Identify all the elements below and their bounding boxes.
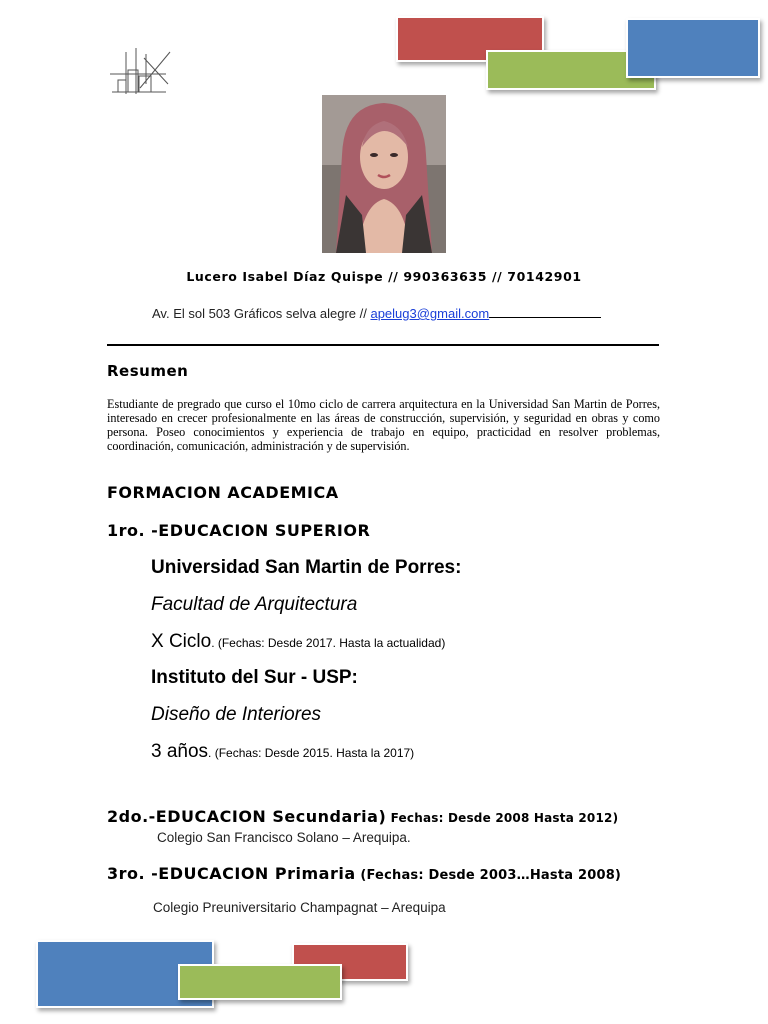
university-dates: . (Fechas: Desde 2017. Hasta la actualidad) (211, 636, 446, 650)
decorative-green-block-bottom (178, 964, 342, 1000)
resumen-heading: Resumen (107, 362, 189, 380)
institute-name: Instituto del Sur - USP: (151, 667, 358, 688)
contact-name-line: Lucero Isabel Díaz Quispe // 990363635 // 70142901 (186, 269, 582, 284)
underline-fill (489, 305, 601, 318)
horizontal-divider (107, 344, 659, 346)
secundaria-heading: 2do.-EDUCACION Secundaria) (107, 807, 387, 826)
institute-program: Diseño de Interiores (151, 704, 322, 725)
decorative-blue-block-top (626, 18, 760, 78)
address-line (152, 305, 601, 321)
university-name: Universidad San Martin de Porres: (151, 557, 462, 578)
superior-heading: 1ro. -EDUCACION SUPERIOR (107, 521, 371, 540)
primaria-heading-line (107, 864, 621, 883)
architecture-logo-icon (106, 44, 172, 96)
address-text: Av. El sol 503 Gráficos selva alegre // (152, 306, 371, 321)
primaria-heading: 3ro. -EDUCACION Primaria (107, 864, 356, 883)
secundaria-dates: Fechas: Desde 2008 Hasta 2012) (386, 811, 619, 825)
institute-dates: . (Fechas: Desde 2015. Hasta la 2017) (208, 746, 415, 760)
primaria-dates: (Fechas: Desde 2003…Hasta 2008) (355, 868, 622, 883)
primaria-school: Colegio Preuniversitario Champagnat – Arequipa (153, 900, 446, 915)
university-level: X Ciclo (151, 631, 212, 652)
secundaria-heading-line (107, 807, 618, 826)
profile-photo (322, 95, 446, 253)
email-link[interactable]: apelug3@gmail.com (370, 306, 490, 321)
university-faculty: Facultad de Arquitectura (151, 594, 358, 615)
institute-level-line (151, 741, 414, 763)
institute-level: 3 años (151, 741, 209, 762)
resumen-text: Estudiante de pregrado que curso el 10mo ciclo de carrera arquitectura en la Universidad San Martin de Porres, interesado en crecer profesionalmente en las áreas de construcción, supervisión, y seguridad en obras y como persona. Poseo conocimientos y experiencia de trabajo en equipo, practicidad en resolver problemas, coordinación, comunicación, administración y de supervisión. (107, 397, 660, 453)
formacion-heading: FORMACION ACADEMICA (107, 483, 339, 502)
university-level-line (151, 631, 445, 653)
secundaria-school: Colegio San Francisco Solano – Arequipa. (157, 830, 411, 845)
portrait-image (322, 95, 446, 253)
